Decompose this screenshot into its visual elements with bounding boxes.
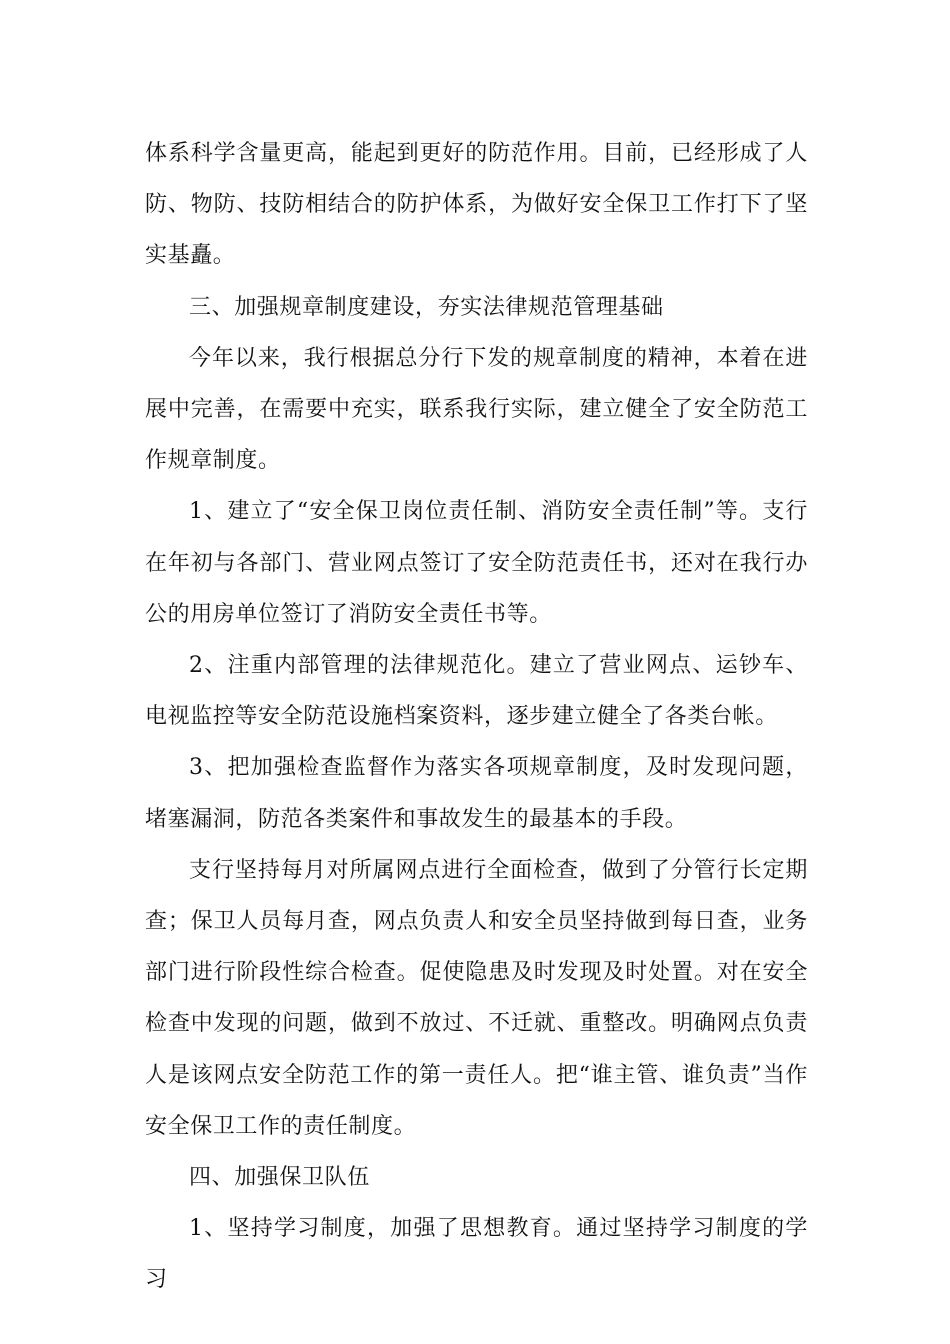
section-heading-3: 三、加强规章制度建设，夯实法律规范管理基础: [189, 294, 664, 320]
paragraph-regulations: 今年以来，我行根据总分行下发的规章制度的精神，本着在进展中完善，在需要中充实，联系我行实际，建立健全了安全防范工作规章制度。: [145, 345, 808, 474]
paragraph-inspection: 支行坚持每月对所属网点进行全面检查，做到了分管行长定期查；保卫人员每月查，网点负责人和安全员坚持做到每日查，业务部门进行阶段性综合检查。促使隐患及时发现及时处置。对在安全检查中发现的问题，做到不放过、不迁就、重整改。明确网点负责人是该网点安全防范工作的第一责任人。把“谁主管、谁负责”当作安全保卫工作的责任制度。: [145, 857, 808, 1139]
paragraph-item-1: 1、建立了“安全保卫岗位责任制、消防安全责任制”等。支行在年初与各部门、营业网点签订了安全防范责任书，还对在我行办公的用房单位签订了消防安全责任书等。: [145, 499, 808, 627]
document-body: [145, 128, 808, 1306]
paragraph-study-item-1: 1、坚持学习制度，加强了思想教育。通过坚持学习制度的学习: [145, 1216, 808, 1293]
section-heading-4: 四、加强保卫队伍: [189, 1165, 370, 1191]
paragraph-item-2: 2、注重内部管理的法律规范化。建立了营业网点、运钞车、电视监控等安全防范设施档案资料，逐步建立健全了各类台帐。: [145, 653, 808, 730]
paragraph-intro-continuation: 体系科学含量更高，能起到更好的防范作用。目前，已经形成了人防、物防、技防相结合的防护体系，为做好安全保卫工作打下了坚实基矗。: [145, 141, 808, 269]
paragraph-item-3: 3、把加强检查监督作为落实各项规章制度，及时发现问题，堵塞漏洞，防范各类案件和事故发生的最基本的手段。: [145, 755, 808, 832]
